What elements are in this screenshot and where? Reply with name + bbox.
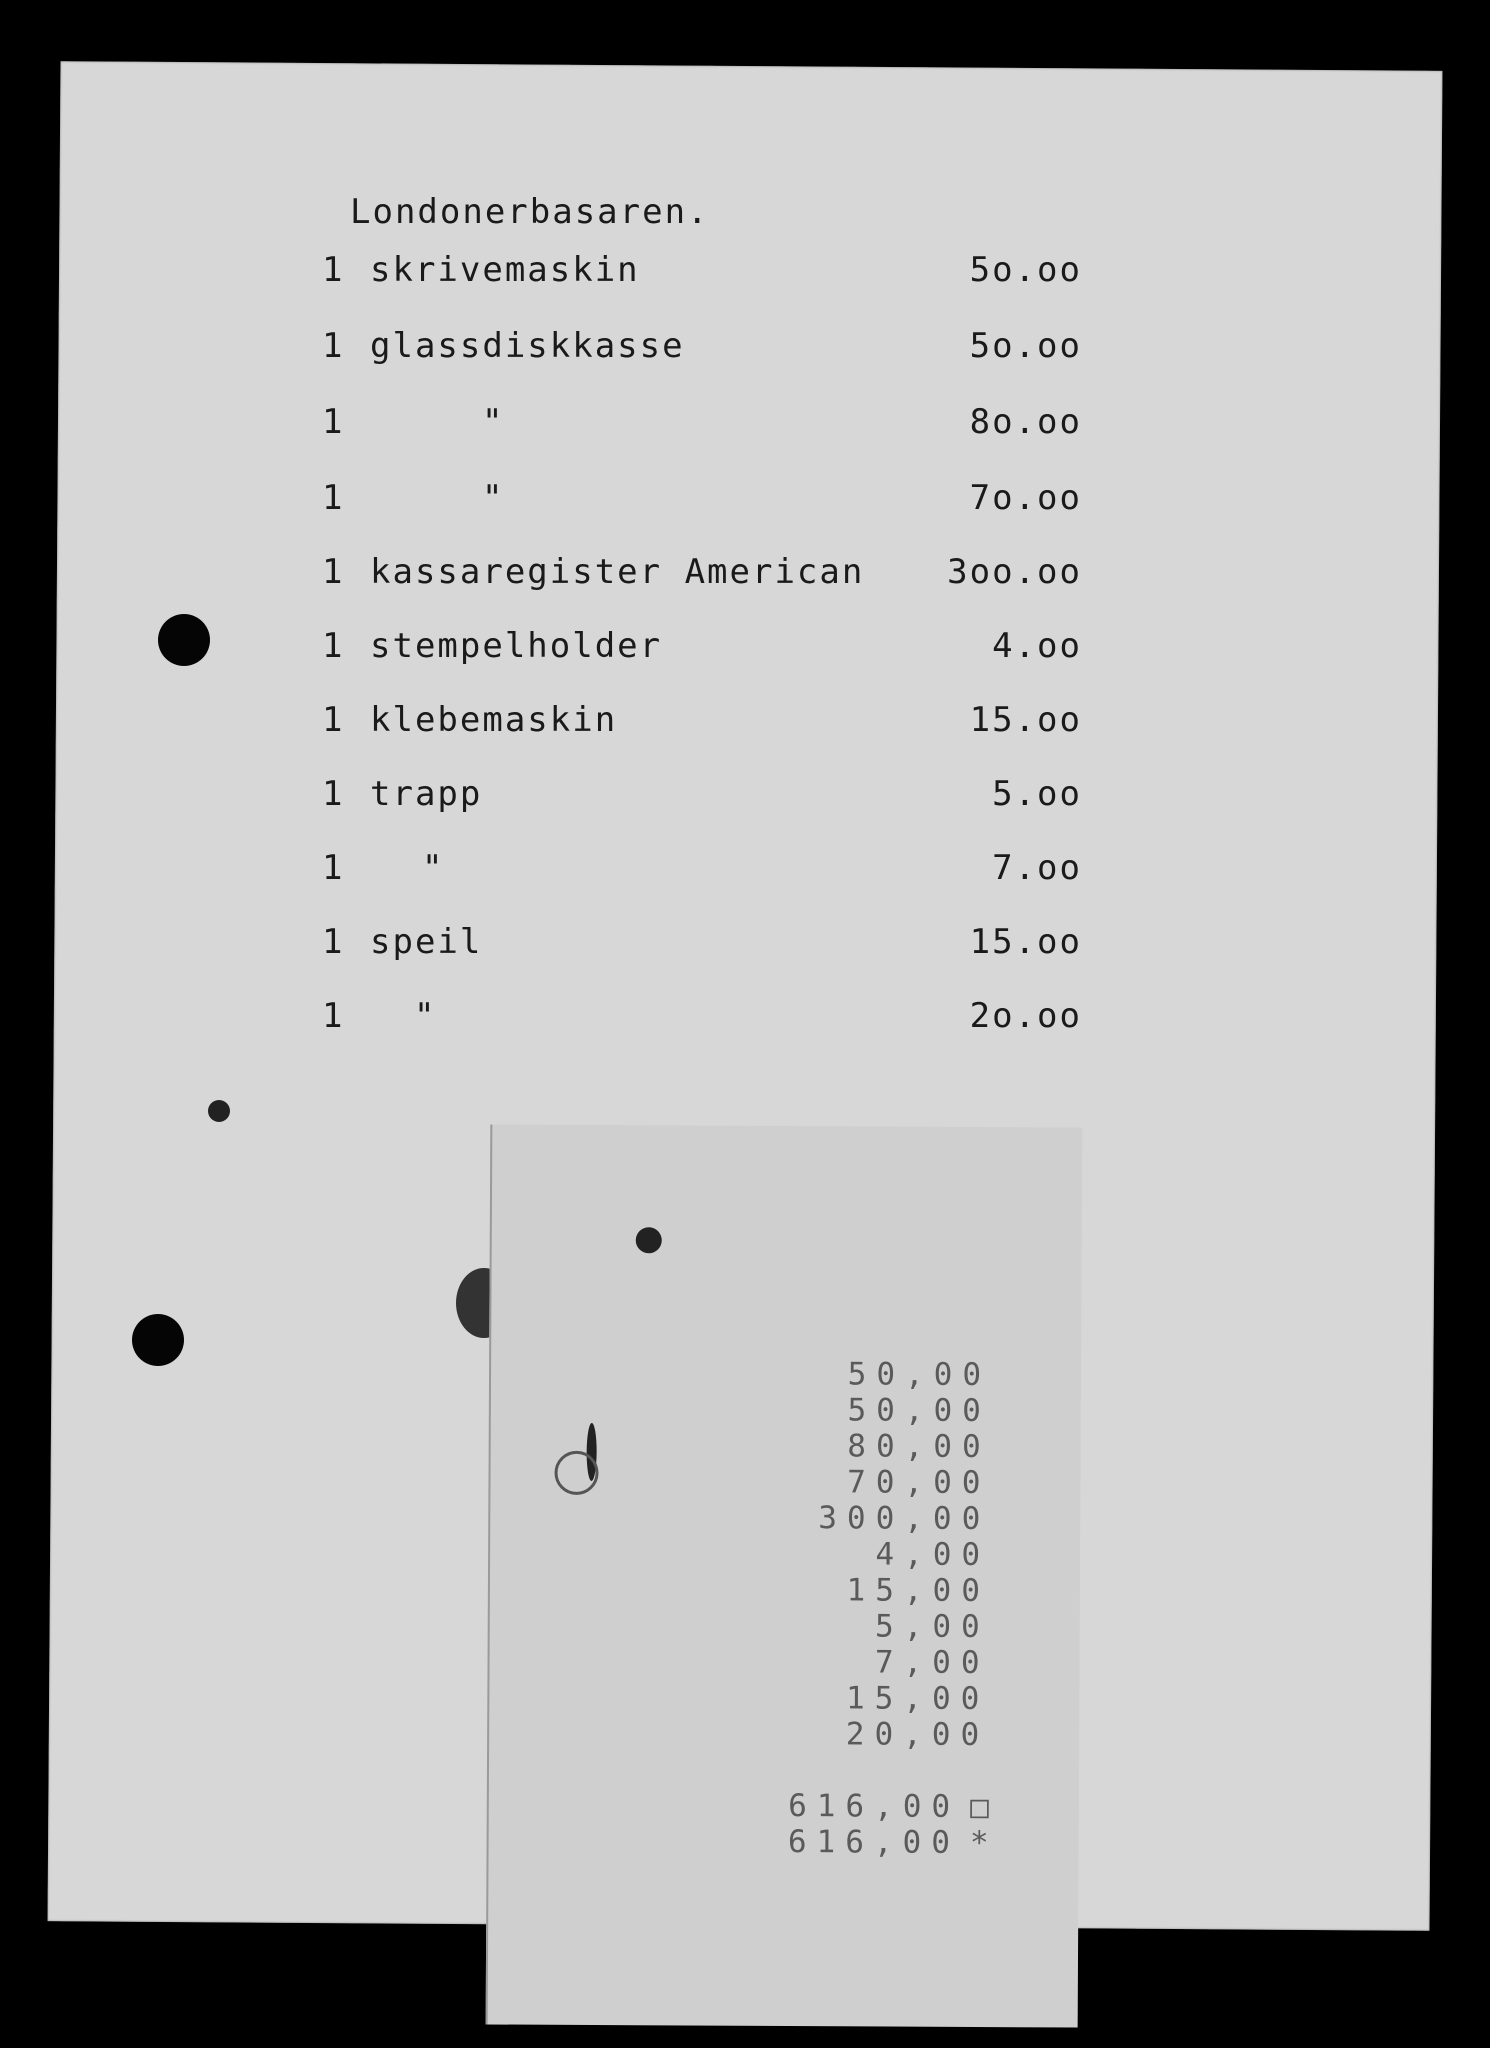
- adding-machine-slip: [486, 1124, 1083, 2027]
- item-row: [322, 326, 1082, 366]
- tape-entry: 80,00: [847, 1428, 991, 1466]
- item-amount: 8o.oo: [969, 402, 1082, 442]
- item-row: [322, 774, 1082, 814]
- item-row: [322, 700, 1082, 740]
- item-row: [322, 478, 1082, 518]
- tape-subtotal: 616,00: [788, 1788, 961, 1825]
- item-desc: klebemaskin: [370, 700, 618, 740]
- tape-entry: 70,00: [847, 1464, 991, 1502]
- item-row: [322, 552, 1082, 592]
- item-row: [322, 250, 1082, 290]
- item-amount: 5.oo: [992, 774, 1082, 814]
- item-qty: 1: [322, 250, 345, 290]
- tape-entry: 4,00: [875, 1536, 991, 1574]
- tape-subtotal-row: [788, 1788, 989, 1825]
- item-desc: glassdiskkasse: [370, 326, 685, 366]
- item-row: [322, 402, 1082, 442]
- tape-entry: 15,00: [846, 1572, 991, 1610]
- item-desc: ": [482, 402, 505, 442]
- total-symbol: *: [969, 1824, 989, 1862]
- item-qty: 1: [322, 478, 345, 518]
- item-amount: 5o.oo: [969, 326, 1082, 366]
- item-amount: 15.oo: [969, 922, 1082, 962]
- item-qty: 1: [322, 326, 345, 366]
- item-amount: 4.oo: [992, 626, 1082, 666]
- item-row: [322, 626, 1082, 666]
- ink-spot: [554, 1451, 598, 1495]
- item-qty: 1: [322, 700, 345, 740]
- item-row: [322, 922, 1082, 962]
- tape-entry: 20,00: [845, 1716, 990, 1754]
- subtotal-symbol: □: [970, 1788, 989, 1826]
- item-qty: 1: [322, 848, 345, 888]
- item-qty: 1: [322, 774, 345, 814]
- item-desc: stempelholder: [370, 626, 663, 666]
- item-qty: 1: [322, 626, 345, 666]
- item-qty: 1: [322, 922, 345, 962]
- item-desc: trapp: [370, 774, 483, 814]
- punch-hole-top: [158, 614, 210, 666]
- item-row: [322, 996, 1082, 1036]
- item-amount: 5o.oo: [969, 250, 1082, 290]
- item-amount: 7o.oo: [969, 478, 1082, 518]
- item-amount: 15.oo: [969, 700, 1082, 740]
- tape-entry: 300,00: [818, 1500, 991, 1538]
- item-row: [322, 848, 1082, 888]
- item-desc: kassaregister American: [370, 552, 865, 592]
- tape-entry: 15,00: [845, 1680, 990, 1718]
- tape-gap: [788, 1752, 989, 1789]
- item-qty: 1: [322, 552, 345, 592]
- item-desc: skrivemaskin: [370, 250, 640, 290]
- item-qty: 1: [322, 402, 345, 442]
- tape-entry: 50,00: [847, 1356, 992, 1394]
- tape-entry: 50,00: [847, 1392, 991, 1430]
- document-heading: Londonerbasaren.: [350, 192, 710, 232]
- punch-hole-bottom: [132, 1314, 184, 1366]
- ink-spot: [208, 1100, 230, 1122]
- item-amount: 2o.oo: [969, 996, 1082, 1036]
- item-desc: ": [482, 478, 505, 518]
- adding-tape: [788, 1356, 991, 1861]
- item-amount: 3oo.oo: [947, 552, 1082, 592]
- item-amount: 7.oo: [992, 848, 1082, 888]
- item-qty: 1: [322, 996, 345, 1036]
- item-desc: ": [422, 848, 445, 888]
- tape-entry: 7,00: [874, 1644, 990, 1682]
- tape-entry: 5,00: [874, 1608, 990, 1646]
- tape-total-row: [788, 1824, 989, 1861]
- item-desc: ": [414, 996, 437, 1036]
- tape-total: 616,00: [787, 1824, 961, 1861]
- item-desc: speil: [370, 922, 483, 962]
- ink-spot: [636, 1227, 662, 1253]
